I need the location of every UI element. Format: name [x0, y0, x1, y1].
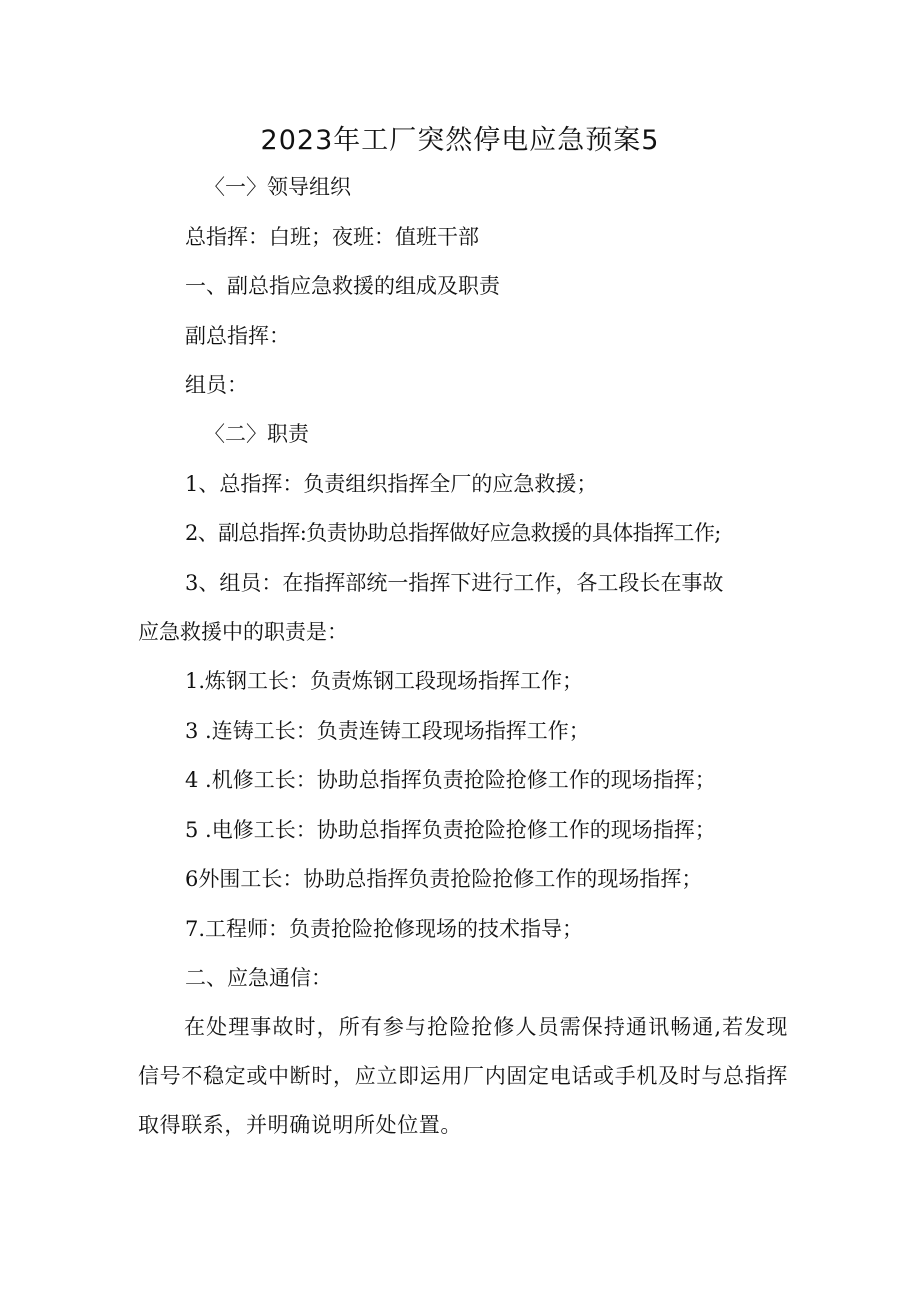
text-line: 应急救援中的职责是：	[138, 620, 348, 644]
text-line: 2、副总指挥:负责协助总指挥做好应急救援的具体指挥工作;	[185, 521, 721, 545]
text-line: 总指挥：白班；夜班：值班干部	[185, 225, 479, 249]
document-title: 2023年工厂突然停电应急预案5	[260, 125, 660, 156]
text-line: 一、副总指应急救援的组成及职责	[185, 274, 500, 298]
text-line: 1.炼钢工长：负责炼钢工段现场指挥工作；	[185, 669, 584, 693]
section-heading-leadership: 〈一〉领导组织	[204, 175, 351, 199]
section-heading-duties: 〈二〉职责	[204, 422, 309, 446]
text-line: 副总指挥：	[185, 324, 290, 348]
section-heading-communication: 二、应急通信：	[185, 966, 332, 990]
text-line: 5 .电修工长：协助总指挥负责抢险抢修工作的现场指挥；	[185, 818, 716, 842]
text-line: 组员：	[185, 373, 248, 397]
text-line: 6外围工长：协助总指挥负责抢险抢修工作的现场指挥；	[185, 867, 703, 891]
text-line: 4 .机修工长：协助总指挥负责抢险抢修工作的现场指挥；	[185, 768, 716, 792]
text-line: 7.工程师：负责抢险抢修现场的技术指导；	[185, 917, 584, 941]
text-line: 1、总指挥：负责组织指挥全厂的应急救援；	[185, 472, 598, 496]
body-paragraph: 在处理事故时，所有参与抢险抢修人员需保持通讯畅通,若发现信号不稳定或中断时，应立即运用厂内固定电话或手机及时与总指挥取得联系，并明确说明所处位置。	[138, 1015, 788, 1137]
text-line: 3、组员：在指挥部统一指挥下进行工作，各工段长在事故	[185, 571, 724, 595]
text-line: 3 .连铸工长：负责连铸工段现场指挥工作；	[185, 719, 590, 743]
